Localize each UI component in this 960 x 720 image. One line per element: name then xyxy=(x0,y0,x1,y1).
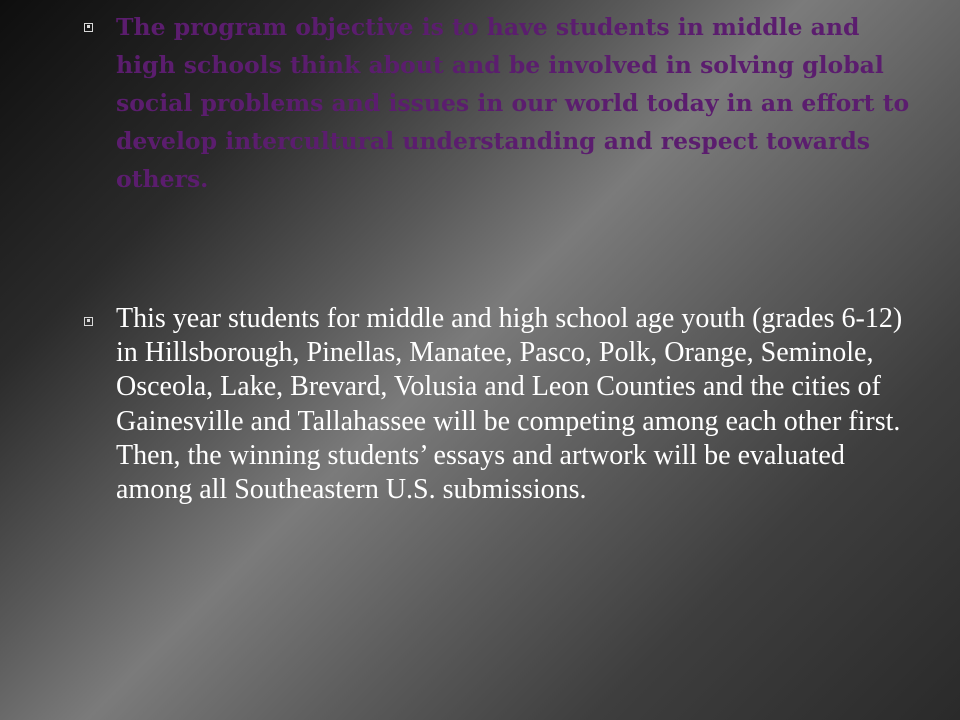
square-bullet-icon xyxy=(80,8,116,46)
participants-text: This year students for middle and high school age youth (grades 6-12) in Hillsborough, Pinellas, Manatee, Pasco, Polk, Orange, Seminole, Osceola, Lake, Brevard, Volusia and Leon Counties and the cities of Gainesville and Tallahassee will be competing among each other first. Then, the winning students’ essays and artwork will be evaluated among all Southeastern U.S. submissions. xyxy=(116,303,903,506)
bullet-participants xyxy=(80,302,920,507)
square-bullet-icon xyxy=(80,302,116,340)
objective-text: The program objective is to have students in middle and high schools think about and be involved in solving global social problems and issues in our world today in an effort to develop intercultural understanding and respect towards others. xyxy=(116,13,910,193)
bullet-objective xyxy=(80,8,920,198)
